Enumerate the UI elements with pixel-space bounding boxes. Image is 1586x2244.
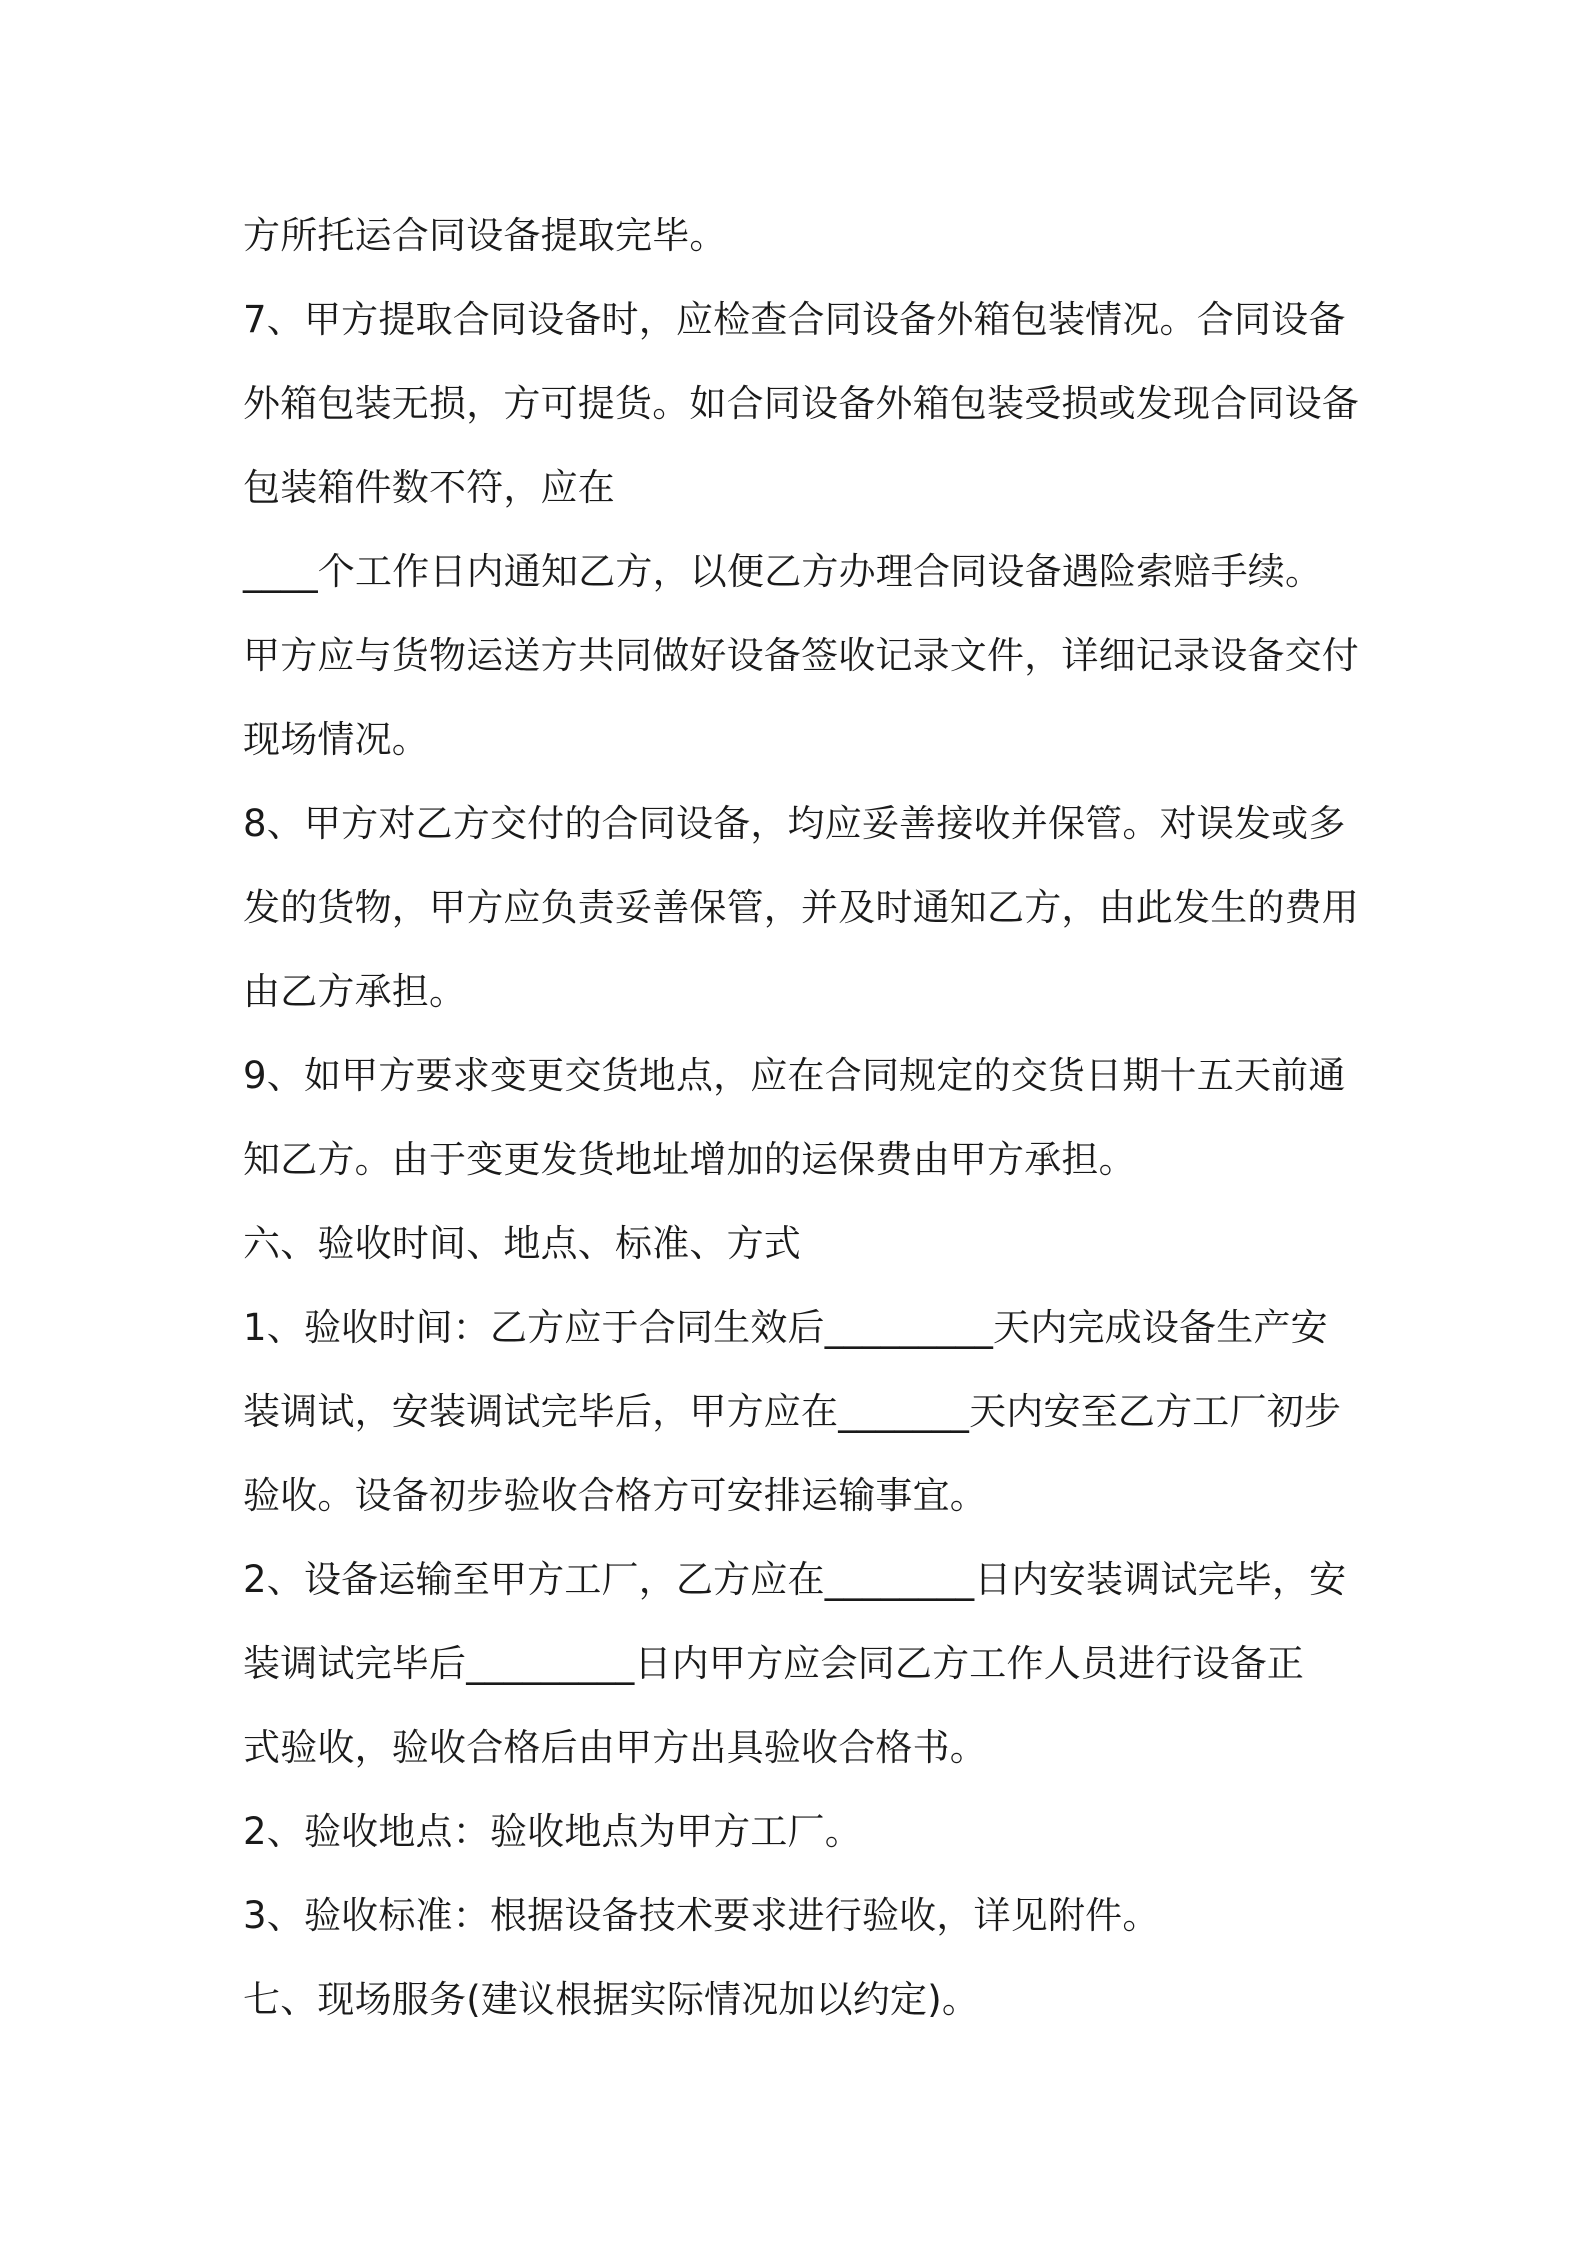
text-line: 知乙方。由于变更发货地址增加的运保费由甲方承担。 — [243, 1138, 1136, 1181]
text-line: 9、如甲方要求变更交货地点，应在合同规定的交货日期十五天前通 — [243, 1054, 1346, 1097]
text-line: 式验收，验收合格后由甲方出具验收合格书。 — [243, 1726, 987, 1769]
document-body — [243, 194, 1359, 2042]
text-line: 验收。设备初步验收合格方可安排运输事宜。 — [243, 1474, 987, 1517]
text-line: 2、设备运输至甲方工厂，乙方应在________日内安装调试完毕，安 — [243, 1558, 1347, 1601]
text-line: ____个工作日内通知乙方，以便乙方办理合同设备遇险索赔手续。 — [243, 550, 1323, 593]
text-line: 8、甲方对乙方交付的合同设备，均应妥善接收并保管。对误发或多 — [243, 802, 1346, 845]
text-line: 装调试，安装调试完毕后，甲方应在_______天内安至乙方工厂初步 — [243, 1390, 1342, 1433]
text-line: 2、验收地点：验收地点为甲方工厂。 — [243, 1810, 862, 1853]
text-line: 装调试完毕后_________日内甲方应会同乙方工作人员进行设备正 — [243, 1642, 1305, 1685]
section-heading: 六、验收时间、地点、标准、方式 — [243, 1222, 801, 1265]
text-line: 由乙方承担。 — [243, 970, 467, 1013]
text-line: 方所托运合同设备提取完毕。 — [243, 214, 727, 257]
text-line: 1、验收时间：乙方应于合同生效后_________天内完成设备生产安 — [243, 1306, 1328, 1349]
text-line: 甲方应与货物运送方共同做好设备签收记录文件，详细记录设备交付 — [243, 634, 1359, 677]
text-line: 包装箱件数不符，应在 — [243, 466, 615, 509]
text-line: 7、甲方提取合同设备时，应检查合同设备外箱包装情况。合同设备 — [243, 298, 1346, 341]
text-line: 外箱包装无损，方可提货。如合同设备外箱包装受损或发现合同设备 — [243, 382, 1359, 425]
text-line: 现场情况。 — [243, 718, 429, 761]
text-line: 3、验收标准：根据设备技术要求进行验收，详见附件。 — [243, 1894, 1160, 1937]
section-heading: 七、现场服务(建议根据实际情况加以约定)。 — [243, 1978, 980, 2021]
text-line: 发的货物，甲方应负责妥善保管，并及时通知乙方，由此发生的费用 — [243, 886, 1359, 929]
